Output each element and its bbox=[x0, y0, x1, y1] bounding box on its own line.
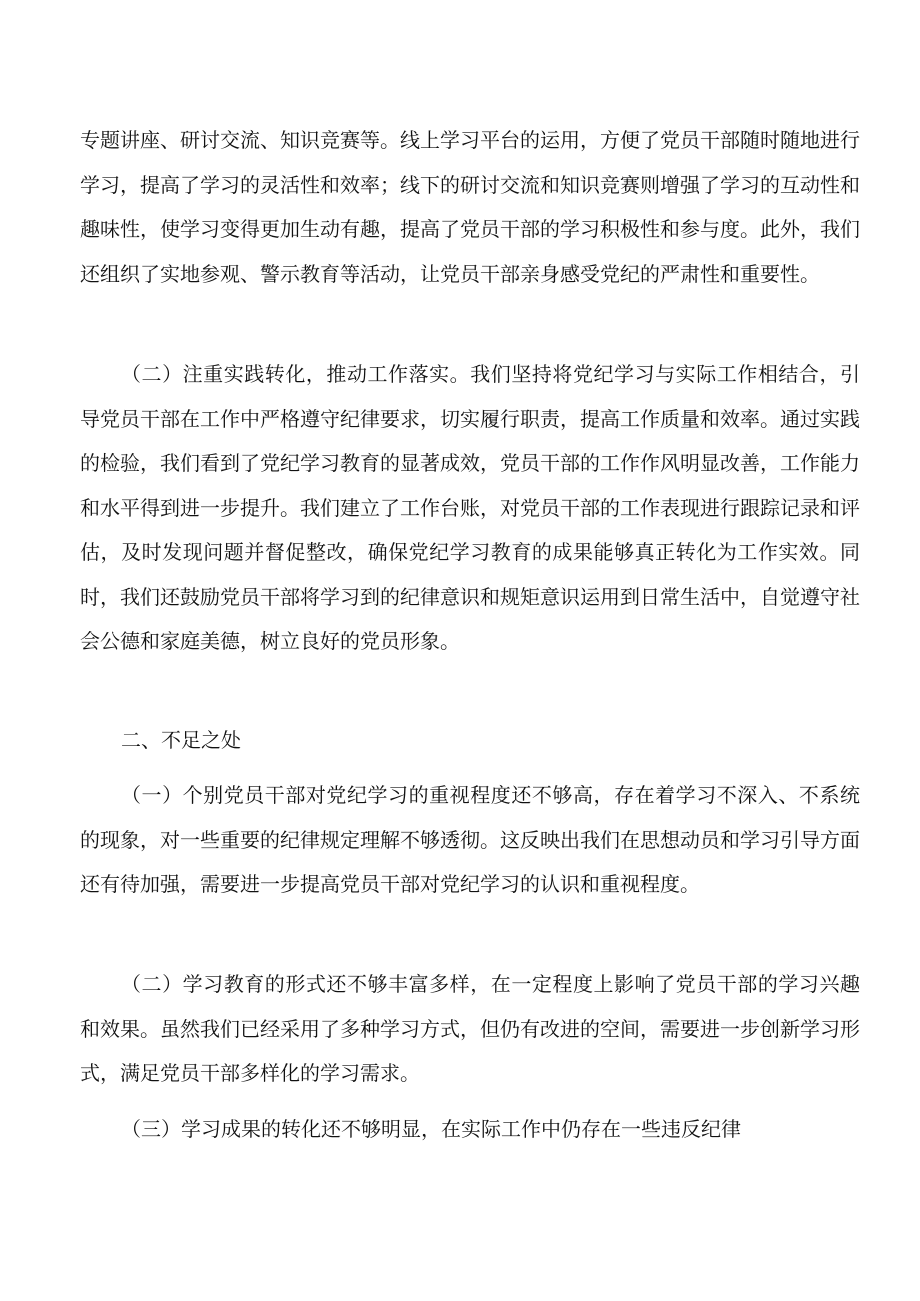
paragraph-shortcoming-3 bbox=[80, 1107, 860, 1152]
section-heading-text: 二、不足之处 bbox=[121, 728, 241, 752]
paragraph-text: （二）学习教育的形式还不够丰富多样，在一定程度上影响了党员干部的学习兴趣和效果。虽然我们已经采用了多种学习方式，但仍有改进的空间，需要进一步创新学习形式，满足党员干部多样化的学习需求。 bbox=[80, 972, 860, 1085]
paragraph-practice bbox=[80, 352, 860, 664]
section-heading bbox=[80, 718, 860, 763]
paragraph-text: 专题讲座、研讨交流、知识竞赛等。线上学习平台的运用，方便了党员干部随时随地进行学习，提高了学习的灵活性和效率；线下的研讨交流和知识竞赛则增强了学习的互动性和趣味性，使学习变得更加生动有趣，提高了党员干部的学习积极性和参与度。此外，我们还组织了实地参观、警示教育等活动，让党员干部亲身感受党纪的严肃性和重要性。 bbox=[80, 128, 860, 286]
paragraph-shortcoming-2 bbox=[80, 962, 860, 1096]
paragraph-text: （二）注重实践转化，推动工作落实。我们坚持将党纪学习与实际工作相结合，引导党员干部在工作中严格遵守纪律要求，切实履行职责，提高工作质量和效率。通过实践的检验，我们看到了党纪学习教育的显著成效，党员干部的工作作风明显改善，工作能力和水平得到进一步提升。我们建立了工作台账，对党员干部的工作表现进行跟踪记录和评估，及时发现问题并督促整改，确保党纪学习教育的成果能够真正转化为工作实效。同时，我们还鼓励党员干部将学习到的纪律意识和规矩意识运用到日常生活中，自觉遵守社会公德和家庭美德，树立良好的党员形象。 bbox=[80, 362, 860, 653]
paragraph-text: （三）学习成果的转化还不够明显，在实际工作中仍存在一些违反纪律 bbox=[121, 1117, 741, 1141]
paragraph-shortcoming-1 bbox=[80, 773, 860, 907]
paragraph-learning-forms bbox=[80, 118, 860, 296]
paragraph-text: （一）个别党员干部对党纪学习的重视程度还不够高，存在着学习不深入、不系统的现象，对一些重要的纪律规定理解不够透彻。这反映出我们在思想动员和学习引导方面还有待加强，需要进一步提高党员干部对党纪学习的认识和重视程度。 bbox=[80, 783, 860, 896]
